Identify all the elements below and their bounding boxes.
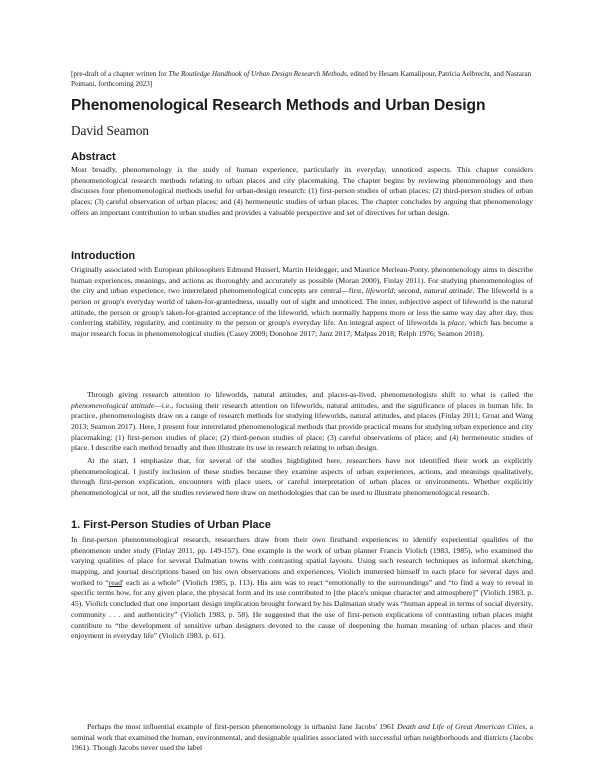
text-run: ; second, [393,286,424,296]
text-run: ' each as a whole” (Violich 1985, p. 113). His aim was to react “emotionally to the surroundings” and “to find a way to reveal in specific terms how, for any given place, the physical form and its use contributed to [the place's unique character and atmosphere]” (Violich 1983, p. 45). Violich concluded that one important design implication brought forward by his Dalmatian study was “human appeal in terms of social diversity, community . . . and authenticity” (Violich 1983, p. 58). He suggested that the use of first-person explications of contrasting urban places might contribute to “the development of sensitive urban designers devoted to the cause of deepening the human meaning of urban places and their enjoyment in everyday life” (Violich 1983, p. 61). [71,577,533,641]
text-run: In first-person phenomenological research, researchers draw from their own firsthand experiences to identify experiential qualities of the phenomenon under study (Finlay 2011, pp. 149-157). One example is the work of urban planner Francis Violich (1983, 1985), who examined the varying qualities of place for several Dalmatian towns with contrasting spatial layouts. Using such research techniques as informal sketching, mapping, and journal descriptions based on his own observations and experiences, Violich immersed himself in each place for several days and worked to “ [71,535,533,587]
section-1-paragraph-2 [71,722,533,754]
author-name: David Seamon [71,123,150,138]
pre-draft-note [71,70,533,89]
section-1-heading: 1. First-Person Studies of Urban Place [71,519,271,531]
abstract-text: Most broadly, phenomenology is the study of human experience, particularly its everyday, unnoticed aspects. This chapter considers phenomenological research methods relating to urban places and city placemaking. The chapter begins by reviewing phenomenology and then discusses four phenomenological methods useful for urban-design research: (1) first-person studies of urban places; (2) third-person studies of urban places; (3) careful observation of urban places; and (4) hermeneutic studies of urban places. The chapter concludes by arguing that phenomenology offers an important contribution to urban studies and provides a valuable perspective and set of directives for urban design. [71,165,533,217]
note-book-title: The Routledge Handbook of Urban Design Research Methods [168,70,347,78]
note-prefix: [pre-draft of a chapter written for [71,70,169,78]
text-run: , a seminal work that examined the human, environmental, and designable qualities associated with successful urban neighborhoods and districts (Jacobs 1961). Though Jacobs never used the label [71,722,534,753]
term-phenomenological-attitude: phenomenological attitude [71,400,155,410]
introduction-heading: Introduction [71,250,136,262]
term-lifeworld: lifeworld [365,286,394,296]
text-run: Through giving research attention to lifeworlds, natural attitudes, and places-as-lived, phenomenologists shift to what is called the [87,390,533,399]
introduction-paragraph-2 [71,390,533,454]
text-run: , which has become a major research focus in phenomenological studies (Casey 2009; Donohoe 2017; Janz 2017; Malpas 2018; Relph 1976; Seamon 2018). [71,318,533,339]
text-run: Perhaps the most influential example of first-person phenomenology is urbanist Jane Jacobs' 1961 [87,722,398,731]
section-1-paragraph-1 [71,535,533,642]
underlined-word: read [108,577,122,587]
paper-title: Phenomenological Research Methods and Urban Design [71,97,486,114]
introduction-paragraph-3: At the start, I emphasize that, for several of the studies highlighted here, researchers have not identified their work as explicitly phenomenological. I justify inclusion of these studies because they examine aspects of urban experiences, actions, and meanings qualitatively, through first-person explication, encounters with place users, or careful interpretation of urban places or environments. Whether explicitly phenomenological or not, all the studies reviewed here draw on methodologies that can be used to illustrate phenomenological research. [71,456,533,498]
term-natural-attitude: natural attitude [423,286,473,296]
introduction-paragraph-1 [71,265,533,340]
term-place: place [447,318,465,328]
abstract-heading: Abstract [71,151,116,163]
text-run: —i.e., focusing their research attention on lifeworlds, natural attitudes, and the significance of places in human life. In practice, phenomenologists draw on a range of research methods for studying lifeworlds, natural attitudes, and places (Finlay 2011; Groat and Wang 2013; Seamon 2017). Here, I present four interrelated phenomenological methods that provide practical means for studying urban experience and city placemaking: (1) first-person studies of place; (2) third-person studies of place; (3) careful observations of place; and (4) hermeneutic studies of place. I describe each method broadly and then illustrate its use in research relating to urban design. [71,400,533,453]
book-title: Death and Life of Great American Cities [397,722,526,731]
text-run: Originally associated with European philosophers Edmund Husserl, Martin Heidegger, and Maurice Merleau-Ponty, phenomenology aims to describe human experiences, meanings, and actions as thoroughly and accurately as possible (Moran 2000), Finlay 2011). For studying phenomenologies of the city and urban experience, two interrelated phenomenological concepts are central—first, [71,265,533,296]
text-run: . The lifeworld is a person or group's everyday world of taken-for-grantedness, usually out of sight and unnoticed. The inner, subjective aspect of lifeworld is the natural attitude, the person or group's taken-for-granted acceptance of the lifeworld, which normally happens more or less the same way day after day, thus conferring stability, regularity, and continuity to the person or group's everyday life. An integral aspect of lifeworlds is [71,286,534,328]
note-suffix: , edited by Hesam Kamalipour, Patricia Aelbrecht, and Nastaran Peimani, forthcoming 2023] [71,70,532,88]
